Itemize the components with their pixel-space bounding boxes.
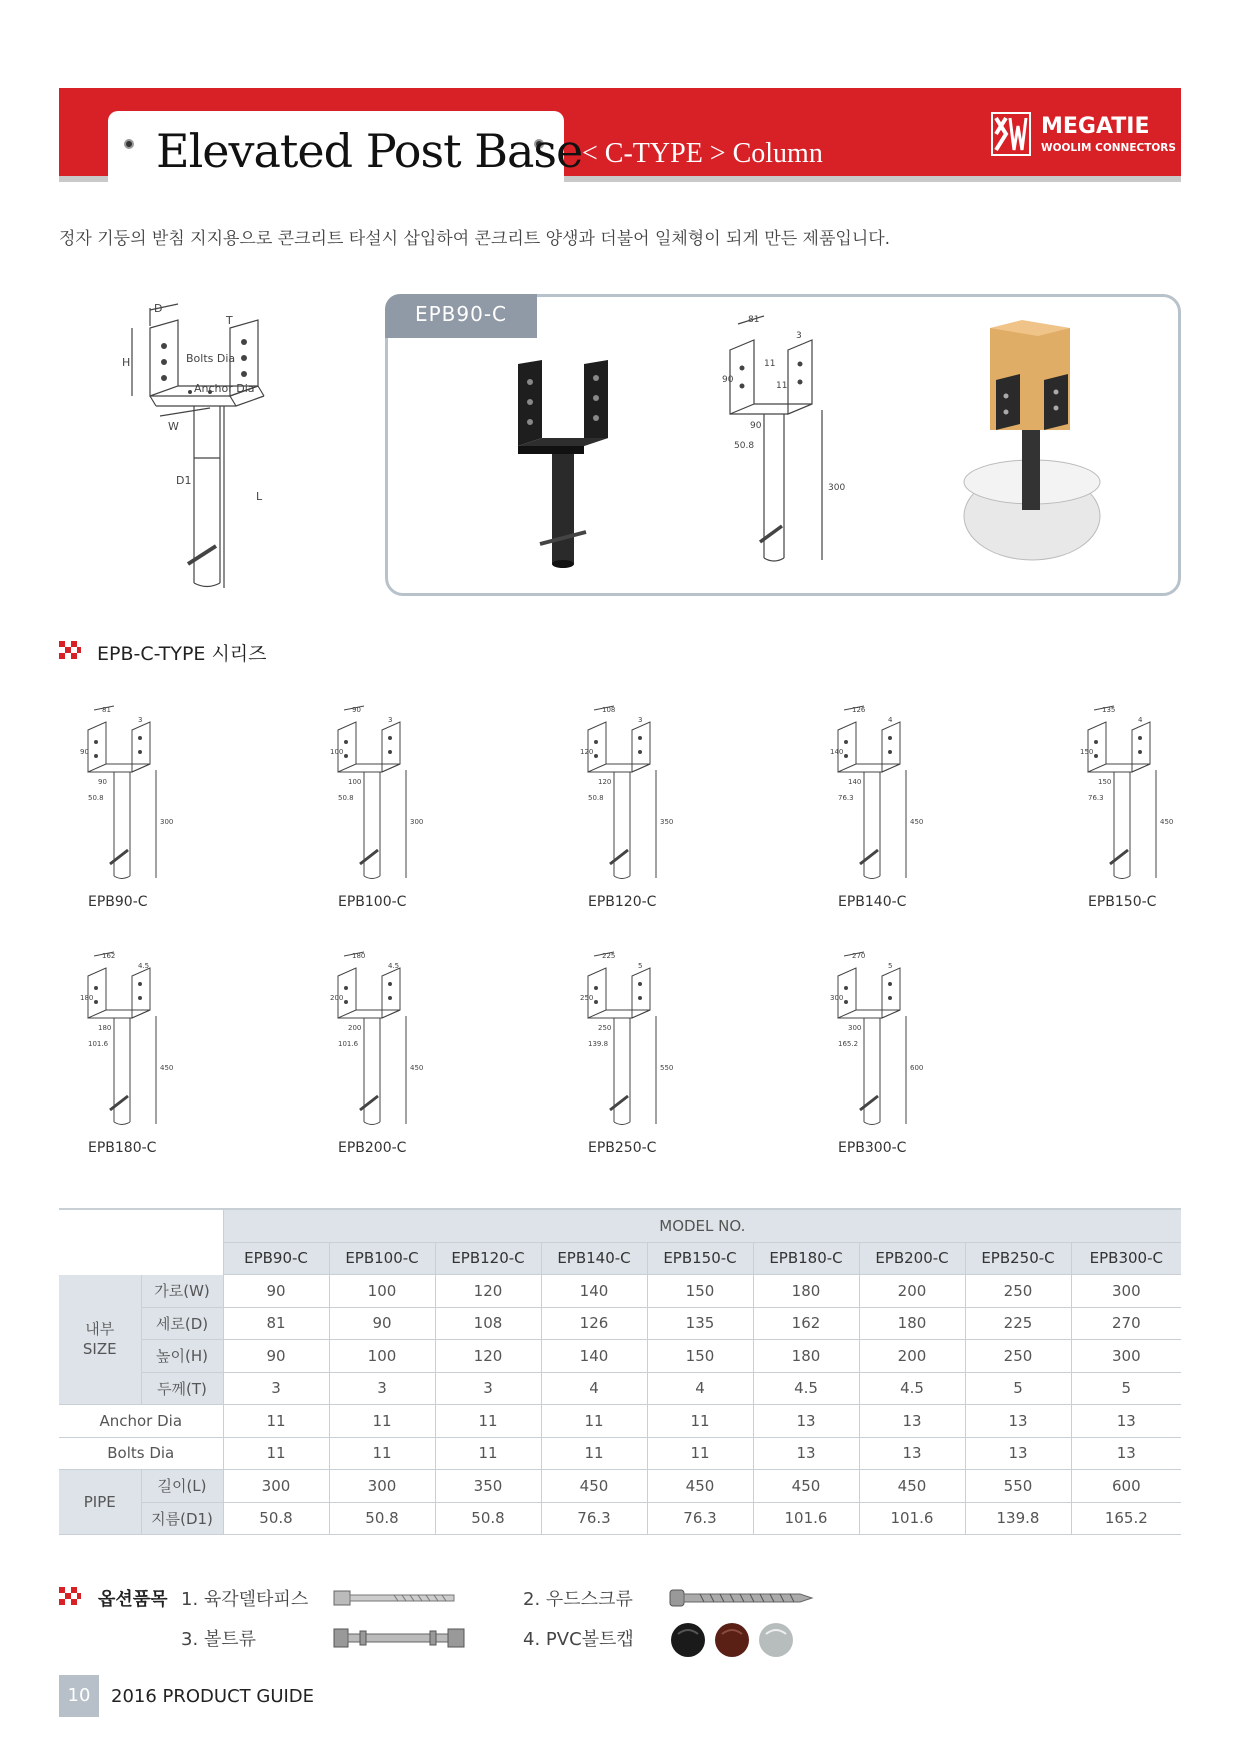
table-cell: 13	[1071, 1437, 1181, 1470]
table-cell: 90	[329, 1307, 435, 1340]
model-dim-w: 100	[348, 778, 362, 786]
model-dim-h: 300	[830, 994, 844, 1002]
model-dim-w: 180	[98, 1024, 112, 1032]
model-column-header: EPB300-C	[1071, 1242, 1181, 1275]
model-dim-h: 250	[580, 994, 594, 1002]
page-title: Elevated Post Base	[156, 124, 583, 178]
dim-label-d: D	[154, 302, 163, 315]
model-dim-l: 350	[660, 818, 674, 826]
model-dim-d: 108	[602, 706, 616, 714]
table-row-d1	[59, 1502, 1181, 1535]
table-cell: 50.8	[435, 1502, 541, 1535]
model-dim-l: 550	[660, 1064, 674, 1072]
model-dim-t: 4.5	[138, 962, 150, 970]
table-cell: 13	[753, 1437, 859, 1470]
table-cell: 76.3	[647, 1502, 753, 1535]
model-column-header: EPB90-C	[223, 1242, 329, 1275]
model-dim-d: 270	[852, 952, 866, 960]
model-dim-d: 81	[102, 706, 111, 714]
model-label: EPB250-C	[588, 1140, 657, 1156]
hero-dim-anchor: 11	[776, 381, 788, 391]
table-cell: 13	[1071, 1405, 1181, 1438]
table-cell: 300	[1071, 1340, 1181, 1373]
table-row-models	[59, 1242, 1181, 1275]
model-dim-t: 3	[138, 716, 143, 724]
page-subtitle: < C-TYPE > Column	[582, 138, 823, 169]
table-cell: 200	[859, 1340, 965, 1373]
section-checker-icon	[59, 641, 81, 659]
dim-label-d1: D1	[176, 474, 192, 487]
dim-label-t: T	[226, 314, 233, 327]
brand-name: MEGATIE	[1041, 114, 1150, 139]
label-anchor: Anchor Dia	[59, 1405, 223, 1438]
model-dim-d: 135	[1102, 706, 1116, 714]
table-cell: 11	[541, 1437, 647, 1470]
brand-subtitle: WOOLIM CONNECTORS	[1041, 142, 1176, 154]
table-cell: 90	[223, 1275, 329, 1308]
hero-dim-bolt: 11	[764, 359, 776, 369]
model-column-header: EPB120-C	[435, 1242, 541, 1275]
model-column-header: EPB250-C	[965, 1242, 1071, 1275]
model-dim-w: 300	[848, 1024, 862, 1032]
label-w: 가로(W)	[141, 1275, 223, 1308]
model-dim-h: 150	[1080, 748, 1094, 756]
model-dim-l: 300	[160, 818, 174, 826]
table-cell: 4.5	[859, 1372, 965, 1405]
table-row-l	[59, 1470, 1181, 1503]
table-cell: 11	[647, 1405, 753, 1438]
model-drawing	[330, 704, 430, 884]
option-hex-screw: 1. 육각델타피스	[181, 1589, 309, 1610]
options-checker-icon	[59, 1587, 81, 1605]
table-cell: 13	[965, 1437, 1071, 1470]
model-column-header: EPB100-C	[329, 1242, 435, 1275]
model-label: EPB90-C	[88, 894, 148, 910]
model-drawing	[830, 950, 930, 1130]
table-cell: 11	[329, 1405, 435, 1438]
table-corner-cell	[59, 1209, 223, 1275]
model-label: EPB200-C	[338, 1140, 407, 1156]
model-label: EPB120-C	[588, 894, 657, 910]
option-pvc-bolt-cap: 4. PVC볼트캡	[523, 1629, 634, 1650]
wood-screw-icon	[670, 1588, 814, 1608]
model-dim-w: 140	[848, 778, 862, 786]
model-dim-h: 120	[580, 748, 594, 756]
model-dim-h: 180	[80, 994, 94, 1002]
dim-label-l: L	[256, 490, 263, 503]
dim-label-bolts: Bolts Dia	[186, 352, 236, 365]
model-column-header: EPB200-C	[859, 1242, 965, 1275]
options-title: 옵션품목	[98, 1589, 168, 1610]
brand-logo-icon	[991, 112, 1031, 156]
table-cell: 50.8	[223, 1502, 329, 1535]
model-label: EPB150-C	[1088, 894, 1157, 910]
table-cell: 270	[1071, 1307, 1181, 1340]
table-cell: 450	[859, 1470, 965, 1503]
series-title: EPB-C-TYPE 시리즈	[97, 643, 267, 665]
label-bolts: Bolts Dia	[59, 1437, 223, 1470]
table-cell: 450	[541, 1470, 647, 1503]
title-bullet-left	[124, 139, 134, 149]
table-cell: 11	[541, 1405, 647, 1438]
product-installed-photo	[960, 320, 1100, 570]
table-cell: 300	[1071, 1275, 1181, 1308]
hero-dim-d: 81	[748, 315, 760, 325]
pvc-bolt-cap-icon	[670, 1622, 800, 1658]
hero-dim-h: 90	[722, 375, 734, 385]
table-cell: 126	[541, 1307, 647, 1340]
model-dim-w: 90	[98, 778, 107, 786]
featured-product-tab-label: EPB90-C	[414, 302, 508, 326]
model-dim-d1: 76.3	[1088, 794, 1104, 802]
model-drawing	[330, 950, 430, 1130]
table-cell: 150	[647, 1275, 753, 1308]
model-dim-t: 4.5	[388, 962, 400, 970]
model-dim-d: 162	[102, 952, 116, 960]
model-dim-d1: 101.6	[338, 1040, 359, 1048]
model-label: EPB100-C	[338, 894, 407, 910]
model-dim-t: 5	[888, 962, 893, 970]
label-d: 세로(D)	[141, 1307, 223, 1340]
label-t: 두께(T)	[141, 1372, 223, 1405]
table-cell: 108	[435, 1307, 541, 1340]
table-cell: 13	[965, 1405, 1071, 1438]
option-bolts: 3. 볼트류	[181, 1629, 257, 1650]
table-cell: 150	[647, 1340, 753, 1373]
table-cell: 11	[647, 1437, 753, 1470]
table-cell: 180	[753, 1340, 859, 1373]
table-cell: 11	[223, 1405, 329, 1438]
model-dim-l: 600	[910, 1064, 924, 1072]
model-dim-d: 90	[352, 706, 361, 714]
table-cell: 3	[435, 1372, 541, 1405]
table-cell: 140	[541, 1340, 647, 1373]
product-drawing-epb90-c	[720, 310, 846, 570]
model-dim-d: 126	[852, 706, 866, 714]
model-drawing	[80, 704, 180, 884]
dim-label-anchor: Anchor Dia	[194, 382, 255, 395]
table-cell: 13	[859, 1437, 965, 1470]
model-drawing	[580, 950, 680, 1130]
model-drawing	[830, 704, 930, 884]
table-cell: 4	[541, 1372, 647, 1405]
model-dim-d: 180	[352, 952, 366, 960]
label-l: 길이(L)	[141, 1470, 223, 1503]
table-row-bolts	[59, 1437, 1181, 1470]
table-cell: 4.5	[753, 1372, 859, 1405]
model-dim-h: 200	[330, 994, 344, 1002]
model-column-header: EPB180-C	[753, 1242, 859, 1275]
model-no-header: MODEL NO.	[223, 1209, 1181, 1242]
model-dim-d: 225	[602, 952, 616, 960]
model-drawing	[580, 704, 680, 884]
label-d1: 지름(D1)	[141, 1502, 223, 1535]
table-cell: 250	[965, 1275, 1071, 1308]
model-dim-w: 250	[598, 1024, 612, 1032]
model-dim-h: 140	[830, 748, 844, 756]
model-label: EPB180-C	[88, 1140, 157, 1156]
product-photo-black	[500, 356, 630, 571]
table-cell: 101.6	[753, 1502, 859, 1535]
table-cell: 11	[435, 1437, 541, 1470]
spec-table	[59, 1208, 1181, 1535]
table-cell: 250	[965, 1340, 1071, 1373]
model-dim-l: 450	[410, 1064, 424, 1072]
table-cell: 100	[329, 1275, 435, 1308]
table-cell: 101.6	[859, 1502, 965, 1535]
table-cell: 135	[647, 1307, 753, 1340]
model-dim-t: 4	[1138, 716, 1143, 724]
model-dim-t: 4	[888, 716, 893, 724]
table-cell: 100	[329, 1340, 435, 1373]
model-dim-d1: 50.8	[588, 794, 604, 802]
model-dim-l: 450	[910, 818, 924, 826]
model-column-header: EPB140-C	[541, 1242, 647, 1275]
table-cell: 450	[753, 1470, 859, 1503]
hero-dim-d1: 50.8	[734, 441, 755, 451]
table-cell: 140	[541, 1275, 647, 1308]
model-dim-h: 90	[80, 748, 89, 756]
model-dim-l: 450	[1160, 818, 1174, 826]
table-cell: 5	[1071, 1372, 1181, 1405]
page-number: 10	[67, 1685, 91, 1706]
model-column-header: EPB150-C	[647, 1242, 753, 1275]
table-cell: 90	[223, 1340, 329, 1373]
table-row-t	[59, 1372, 1181, 1405]
hero-dim-w: 90	[750, 421, 762, 431]
dim-label-w: W	[168, 420, 179, 433]
model-dim-w: 150	[1098, 778, 1112, 786]
table-cell: 450	[647, 1470, 753, 1503]
table-cell: 200	[859, 1275, 965, 1308]
hero-dim-t: 3	[796, 331, 802, 341]
model-label: EPB140-C	[838, 894, 907, 910]
table-cell: 300	[329, 1470, 435, 1503]
table-cell: 11	[329, 1437, 435, 1470]
model-dim-w: 120	[598, 778, 612, 786]
dimension-legend-diagram	[120, 298, 280, 598]
bolt-icon	[334, 1626, 468, 1650]
table-row-d	[59, 1307, 1181, 1340]
table-cell: 120	[435, 1275, 541, 1308]
model-dim-l: 450	[160, 1064, 174, 1072]
footer-text: 2016 PRODUCT GUIDE	[111, 1686, 315, 1707]
table-cell: 120	[435, 1340, 541, 1373]
group-pipe: PIPE	[59, 1470, 141, 1535]
table-cell: 550	[965, 1470, 1071, 1503]
table-row-w	[59, 1275, 1181, 1308]
hex-screw-icon	[334, 1588, 458, 1608]
table-cell: 350	[435, 1470, 541, 1503]
model-drawing	[1080, 704, 1180, 884]
model-dim-d1: 50.8	[338, 794, 354, 802]
table-cell: 50.8	[329, 1502, 435, 1535]
model-dim-d1: 165.2	[838, 1040, 859, 1048]
table-cell: 4	[647, 1372, 753, 1405]
table-cell: 180	[753, 1275, 859, 1308]
product-description: 정자 기둥의 받침 지지용으로 콘크리트 타설시 삽입하여 콘크리트 양생과 더불어 일체형이 되게 만든 제품입니다.	[59, 229, 891, 249]
model-dim-t: 3	[638, 716, 643, 724]
table-cell: 165.2	[1071, 1502, 1181, 1535]
table-row-h	[59, 1340, 1181, 1373]
table-cell: 300	[223, 1470, 329, 1503]
model-dim-t: 5	[638, 962, 643, 970]
dim-label-h: H	[122, 356, 131, 369]
model-label: EPB300-C	[838, 1140, 907, 1156]
table-cell: 3	[329, 1372, 435, 1405]
model-dim-t: 3	[388, 716, 393, 724]
table-row-anchor	[59, 1405, 1181, 1438]
table-cell: 13	[753, 1405, 859, 1438]
table-cell: 162	[753, 1307, 859, 1340]
group-inner-size: 내부 SIZE	[59, 1275, 141, 1405]
label-h: 높이(H)	[141, 1340, 223, 1373]
table-cell: 13	[859, 1405, 965, 1438]
table-cell: 180	[859, 1307, 965, 1340]
table-cell: 11	[435, 1405, 541, 1438]
table-cell: 225	[965, 1307, 1071, 1340]
model-dim-w: 200	[348, 1024, 362, 1032]
model-dim-d1: 101.6	[88, 1040, 109, 1048]
model-dim-d1: 76.3	[838, 794, 854, 802]
table-cell: 81	[223, 1307, 329, 1340]
table-cell: 600	[1071, 1470, 1181, 1503]
table-cell: 139.8	[965, 1502, 1071, 1535]
model-dim-h: 100	[330, 748, 344, 756]
model-drawing	[80, 950, 180, 1130]
option-wood-screw: 2. 우드스크류	[523, 1589, 633, 1610]
table-cell: 3	[223, 1372, 329, 1405]
table-cell: 11	[223, 1437, 329, 1470]
model-dim-d1: 139.8	[588, 1040, 609, 1048]
hero-dim-l: 300	[828, 483, 846, 493]
table-cell: 5	[965, 1372, 1071, 1405]
model-dim-d1: 50.8	[88, 794, 104, 802]
model-dim-l: 300	[410, 818, 424, 826]
table-cell: 76.3	[541, 1502, 647, 1535]
